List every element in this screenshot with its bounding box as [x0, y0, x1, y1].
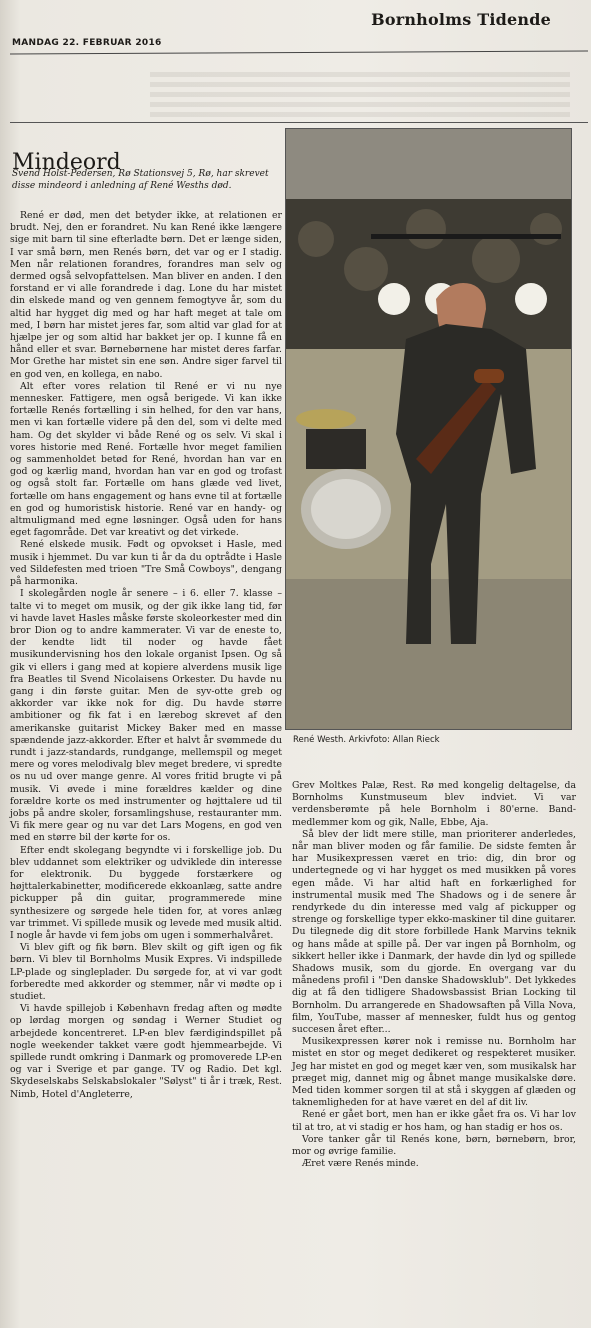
- paragraph: René elskede musik. Født og opvokset i Hasle, med musik i hjemmet. Du var kun ti år da du optrådte i Hasle ved Sildefesten med trioen "Tre Små Cowboys", dengang på harmonika.: [10, 539, 282, 588]
- article-column-1: [10, 210, 282, 1101]
- dateline: MANDAG 22. FEBRUAR 2016: [12, 38, 162, 48]
- paragraph: Så blev der lidt mere stille, man prioriterer anderledes, når man bliver moden og får familie. De sidste femten år har Musikexpressen været en trio: dig, din bror og undertegnede og vi har hygget os med musikken på vores egen måde. Vi har altid haft en forkærlighed for instrumental musik med The Shadows og i de senere år rendyrkede du din interesse med valg af pickupper og strenge og forskellige typer ekko-maskiner til dine guitarer. Du tilegnede dig dit store forbillede Hank Marvins teknik og hans måde at spille på. Der var ingen på Bornholm, og sikkert heller ikke i Danmark, der havde din lyd og spillede Shadows musik, som du gjorde. En overgang var du månedens profil i "Den danske Shadowsklub". Det lykkedes dig at få den tidligere Shadowsbassist Brian Locking til Bornholm. Du arrangerede en Shadowsaften på Villa Nova, film, YouTube, masser af mennesker, fuldt hus og gentog succesen året efter...: [292, 828, 576, 1036]
- paragraph: Vore tanker går til Renés kone, børn, børnebørn, bror, mor og øvrige familie.: [292, 1133, 576, 1158]
- article-title: Mindeord: [12, 149, 121, 175]
- article-column-2: [292, 780, 576, 1171]
- paragraph: Grev Moltkes Palæ, Rest. Rø med kongelig deltagelse, da Bornholms Kunstmuseum blev indviet. Vi var verdensberømte på hele Bornholm i 80'erne. Band-medlemmer kom og gik, Nalle, Ebbe, Aja.: [292, 780, 576, 828]
- article-photo: [285, 128, 572, 730]
- photo-caption: René Westh. Arkivfoto: Allan Rieck: [293, 735, 440, 745]
- section-rule: [10, 122, 588, 123]
- photo-illustration: [286, 129, 571, 729]
- header-rule: [10, 50, 588, 54]
- paragraph: René er gået bort, men han er ikke gået fra os. Vi har lov til at tro, at vi stadig er hos ham, og han stadig er hos os.: [292, 1109, 576, 1133]
- newspaper-masthead: Bornholms Tidende: [371, 10, 551, 29]
- paragraph: Æret være Renés minde.: [302, 1158, 419, 1170]
- paragraph: Vi havde spillejob i København fredag aften og mødte op lørdag morgen og søndag i Werner Studiet og arbejdede koncentreret. LP-en blev færdigindspillet på nogle weekender takket være godt hjemmearbejde. Vi spillede rundt omkring i Danmark og promoverede LP-en og var i Sverige et par gange. TV og Radio. Det kgl. Skydeselskabs Selskabslokaler "Sølyst" ti år i træk, Rest. Nimb, Hotel d'Angleterre,: [10, 1003, 282, 1100]
- paragraph: Vi blev gift og fik børn. Blev skilt og gift igen og fik børn. Vi blev til Bornholms Musik Expres. Vi indspillede LP-plade og singleplader. Du sørgede for, at vi var godt forberedte med akkorder og stemmer, når vi mødte op i studiet.: [10, 942, 282, 1002]
- paragraph: Musikexpressen kører nok i remisse nu. Bornholm har mistet en stor og meget dedikeret og respekteret musiker. Jeg har mistet en god og meget kær ven, som musikalsk har præget mig, dannet mig og åbnet mange musikalske døre. Med tiden kommer sorgen til at stå i skyggen af glæden og taknemligheden for at have været en del af dit liv.: [292, 1036, 577, 1109]
- bleed-through-area: [150, 72, 570, 122]
- paragraph: Efter endt skolegang begyndte vi i forskellige job. Du blev uddannet som elektriker og udviklede din interesse for elektronik. Du byggede forstærkere og højttalerkabinetter, modificerede ekkoanlæg, satte andre pickupper på din guitar, programmerede mine synthesizere og sørgede hele tiden for, at vores anlæg var trimmet. Vi spillede musik og levede med musik altid. I nogle år havde vi fem jobs om ugen i sommerhalvåret.: [10, 844, 282, 941]
- paragraph: Alt efter vores relation til René er vi nu nye mennesker. Fattigere, men også berigede. Vi kan ikke fortælle Renés fortælling i sin helhed, for den var hans, men vi kan fortælle videre på den del, som vi delte med ham. Og det skylder vi både René og os selv. Vi skal i vores historie med René. Fortælle hvor meget familien og sammenholdet betød for René, hvordan han var en god og kærlig mand, hvordan han var en god og trofast og også stolt far. Fortælle om hans glæde ved livet, fortælle om hans engagement og hans evne til at fortælle en god og humoristisk historie. René var en handy- og altmuligmand med egne løsninger. Også uden for hans eget fagområde. Det var kreativt og det virkede.: [10, 380, 282, 539]
- paragraph: René er død, men det betyder ikke, at relationen er brudt. Nej, den er forandret. Nu kan René ikke længere sige mit barn til sine efterladte børn. Det er længe siden, I var små børn, men Renés børn, det var og er I stadig. Men når relationen forandres, forandres man selv og dermed også selvopfattelsen. Man bliver en anden. I den forstand er vi alle forandrede i dag. Lone du har mistet din elskede mand og ven gennem femogtyve år, som du altid har hygget dig med og har haft meget at tale om med, I børn har mistet jeres far, som altid var glad for at hjælpe jer og som altid har bakket jer op. I kunne få en hånd eller et svar. Børnebørnene har mistet deres farfar. Mor Grethe har mistet sin ene søn. Andre siger farvel til en god ven, en kollega, en nabo.: [10, 210, 282, 380]
- article-byline: Svend Holst-Pedersen, Rø Stationsvej 5, Rø, har skrevet disse mindeord i anledning af René Wesths død.: [12, 169, 269, 191]
- paragraph: I skolegården nogle år senere – i 6. eller 7. klasse – talte vi to meget om musik, og der gik ikke lang tid, før vi havde lavet Hasles måske første skoleorkester med din bror Dion og to andre kammerater. Vi var de eneste to, der kendte lidt til noder og havde fået musikundervisning hos den lokale organist Ipsen. Og så gik vi ellers i gang med at kopiere alverdens musik lige fra Beatles til Svend Nicolaisens Orkester. Du havde nu gang i din første guitar. Men de syv-otte greb og akkorder var ikke nok for dig. Du havde større ambitioner og fik fat i en lærebog skrevet af den amerikanske guitarist Mickey Baker med en masse spændende jazz-akkorder. Efter et halvt år svømmede du rundt i jazz-standards, rundgange, mellemspil og meget mere og vores melodivalg blev meget bredere, vi spredte os nu ud over mange genre. Al vores fritid brugte vi på musik. Vi øvede i mine forældres kælder og dine forældre korte os med instrumenter og højttalere ud til jobs på andre skoler, forsamlingshuse, restauranter mm. Vi fik mere gear og nu var det Lars Mogens, en god ven med en større bil der kørte for os.: [10, 588, 282, 844]
